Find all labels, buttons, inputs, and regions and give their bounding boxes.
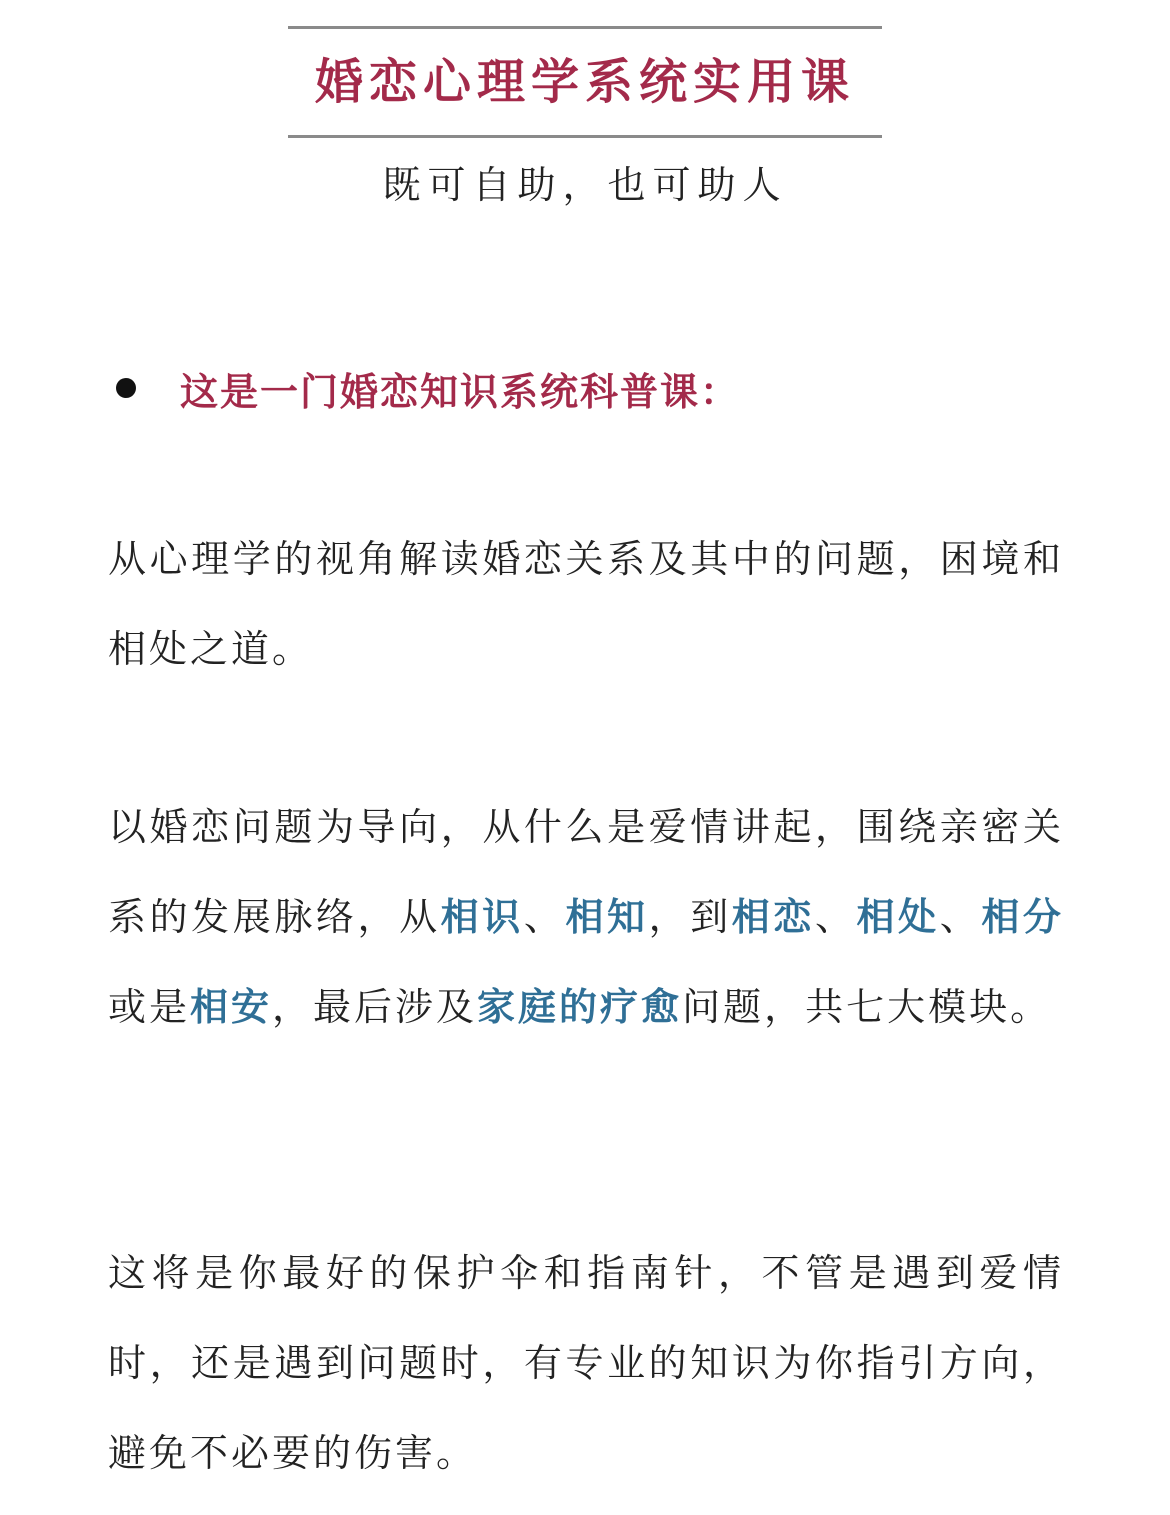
paragraph-benefit: 这将是你最好的保护伞和指南针，不管是遇到爱情时，还是遇到问题时，有专业的知识为你指引方向，避免不必要的伤害。 (108, 1251, 1064, 1475)
highlight-xiangfen: 相分 (981, 895, 1064, 939)
text-segment: ，最后涉及 (272, 985, 478, 1029)
highlight-family-healing: 家庭的疗愈 (477, 985, 683, 1029)
text-segment: 以婚恋问题为导向，从什么是爱情讲起，围绕亲密关系的发展脉络，从 (108, 805, 1064, 939)
text-segment: 、 (939, 895, 982, 939)
text-segment: ，到 (648, 895, 732, 939)
highlight-xianglian: 相恋 (731, 895, 815, 939)
bullet-heading: 这是一门婚恋知识系统科普课： (180, 369, 741, 414)
text-segment: 或是 (108, 985, 191, 1029)
paragraph-modules (108, 782, 1064, 1052)
highlight-xiangan: 相安 (190, 985, 273, 1029)
text-segment: 问题，共七大模块。 (682, 985, 1052, 1029)
text-segment: 、 (814, 895, 857, 939)
text-segment: 、 (523, 895, 566, 939)
highlight-xiangshi: 相识 (440, 895, 524, 939)
bullet-heading-row (108, 360, 740, 416)
title-block (288, 26, 882, 138)
paragraph-intro: 从心理学的视角解读婚恋关系及其中的问题，困境和相处之道。 (108, 537, 1064, 671)
highlight-xiangchu: 相处 (856, 895, 940, 939)
highlight-xiangzhi: 相知 (565, 895, 649, 939)
page-subtitle: 既可自助，也可助人 (382, 163, 788, 207)
bullet-icon (116, 378, 136, 398)
title-bottom-rule (288, 135, 882, 138)
page-title: 婚恋心理学系统实用课 (314, 54, 855, 110)
